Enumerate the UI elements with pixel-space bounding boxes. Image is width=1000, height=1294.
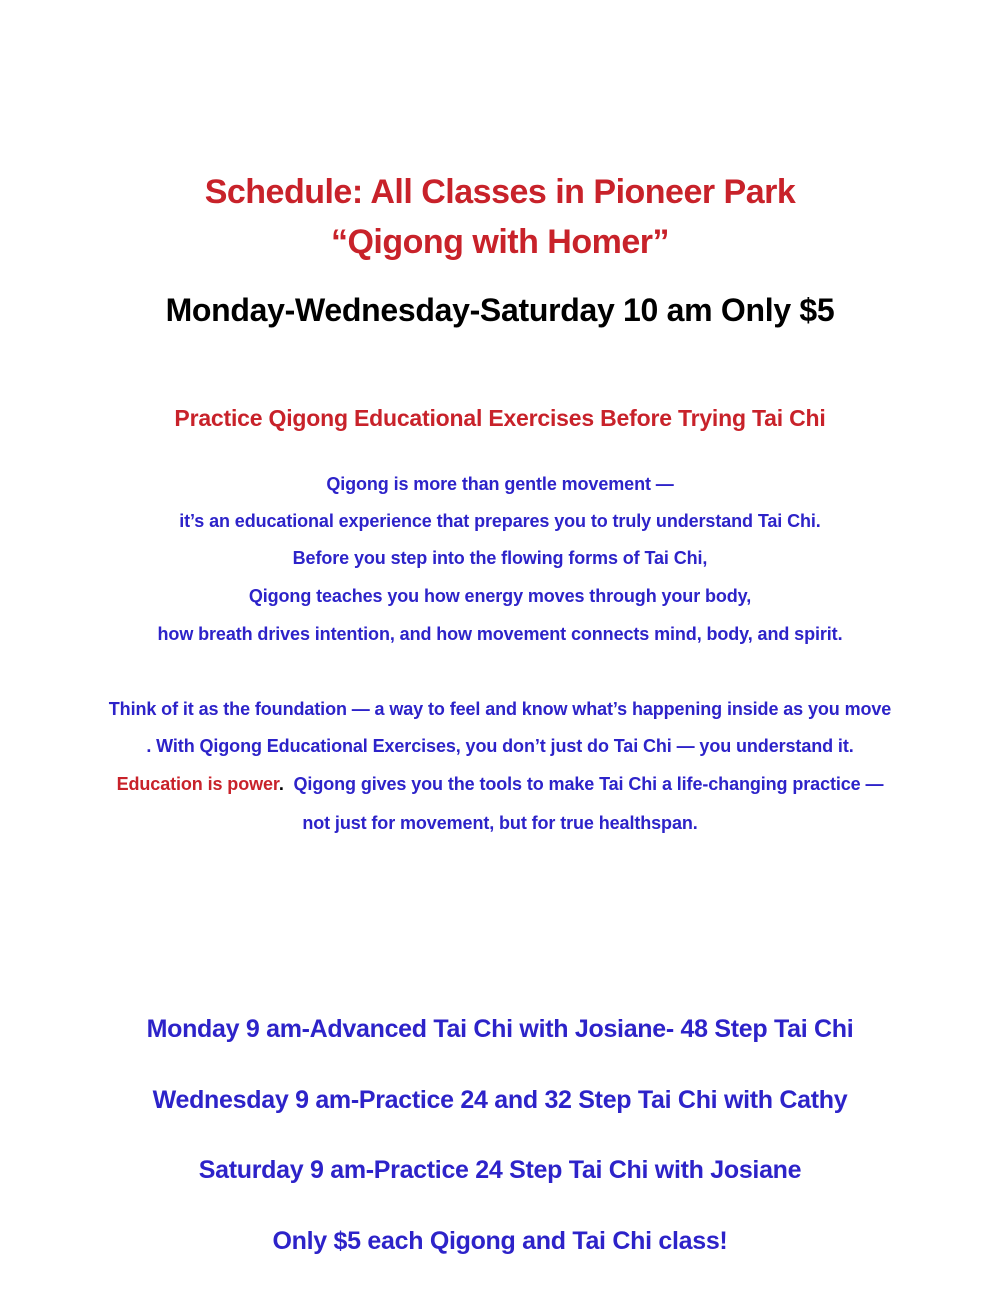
paragraph-line: . With Qigong Educational Exercises, you don’t just do Tai Chi — you understand it. [146,736,854,756]
paragraph-line: Before you step into the flowing forms of Tai Chi, [292,548,708,568]
class-item-wednesday: Wednesday 9 am-Practice 24 and 32 Step Tai Chi with Cathy [152,1086,848,1114]
paragraph-line [0,774,1000,795]
paragraph-line: not just for movement, but for true healthspan. [302,813,698,833]
class-item-monday: Monday 9 am-Advanced Tai Chi with Josiane- 48 Step Tai Chi [146,1015,854,1043]
education-is-power-emphasis: Education is power [116,774,279,794]
main-schedule: Monday-Wednesday-Saturday 10 am Only $5 [165,292,835,328]
paragraph-line: Qigong teaches you how energy moves through your body, [248,586,752,606]
class-item-saturday: Saturday 9 am-Practice 24 Step Tai Chi with Josiane [198,1156,802,1184]
paragraph-line: it’s an educational experience that prepares you to truly understand Tai Chi. [179,511,821,531]
emphasis-period: . [278,774,284,794]
title-line-1: Schedule: All Classes in Pioneer Park [204,173,796,211]
paragraph-line-rest: Qigong gives you the tools to make Tai Chi a life-changing practice — [283,774,884,794]
paragraph-line: Think of it as the foundation — a way to feel and know what’s happening inside as you move [108,699,892,719]
title-line-2: “Qigong with Homer” [330,223,670,261]
paragraph-line: Qigong is more than gentle movement — [326,474,674,494]
paragraph-line: how breath drives intention, and how movement connects mind, body, and spirit. [157,624,843,644]
price-note: Only $5 each Qigong and Tai Chi class! [272,1227,728,1255]
section-heading: Practice Qigong Educational Exercises Before Trying Tai Chi [174,405,826,431]
